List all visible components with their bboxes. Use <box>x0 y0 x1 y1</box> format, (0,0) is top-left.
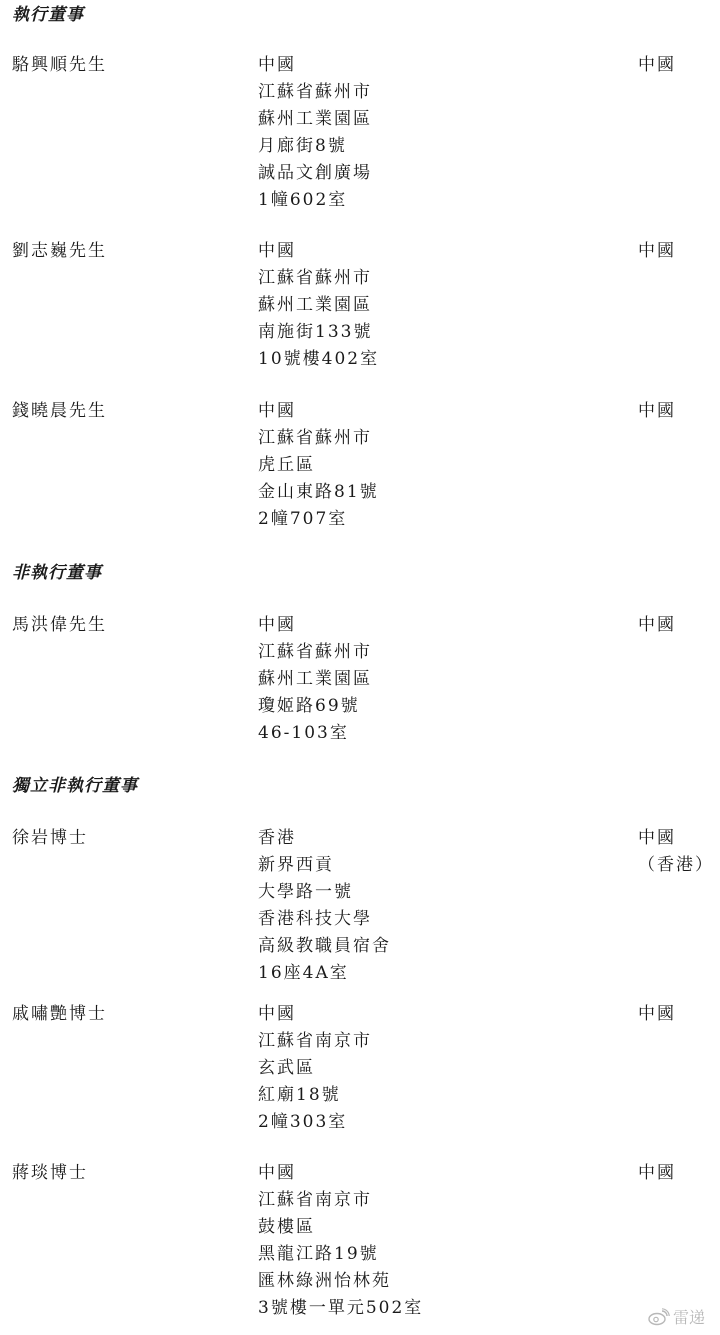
director-name: 劉志巍先生 <box>12 241 107 261</box>
address-line: 香港 <box>258 828 296 848</box>
address-line: 月廊街8號 <box>258 136 347 156</box>
address-line: 中國 <box>258 1163 296 1183</box>
director-nationality <box>638 52 676 79</box>
address-line: 2幢707室 <box>258 509 348 529</box>
address-line: 中國 <box>258 55 296 75</box>
director-nationality <box>638 1001 676 1028</box>
nationality-line: 中國 <box>638 828 676 848</box>
address-line: 蘇州工業園區 <box>258 295 372 315</box>
address-line: 10號樓402室 <box>258 349 380 369</box>
address-line: 江蘇省蘇州市 <box>258 428 372 448</box>
nationality-line: 中國 <box>638 241 676 261</box>
address-line: 新界西貢 <box>258 855 334 875</box>
address-line: 江蘇省蘇州市 <box>258 268 372 288</box>
nationality-line: （香港） <box>638 855 714 875</box>
address-line: 紅廟18號 <box>258 1085 341 1105</box>
address-line: 中國 <box>258 1004 296 1024</box>
watermark-text: 雷递 <box>673 1308 706 1327</box>
director-name: 徐岩博士 <box>12 828 88 848</box>
director-name: 馬洪偉先生 <box>12 615 107 635</box>
director-nationality <box>638 1160 676 1187</box>
address-line: 16座4A室 <box>258 963 349 983</box>
address-line: 金山東路81號 <box>258 482 379 502</box>
director-nationality <box>638 398 676 425</box>
director-nationality <box>638 825 714 879</box>
director-address <box>258 1160 423 1322</box>
address-line: 江蘇省蘇州市 <box>258 82 372 102</box>
address-line: 蘇州工業園區 <box>258 669 372 689</box>
director-address <box>258 1001 372 1136</box>
weibo-icon <box>648 1308 670 1326</box>
section-heading-executive-directors: 執行董事 <box>12 5 84 25</box>
address-line: 46-103室 <box>258 723 349 743</box>
director-name: 蔣琰博士 <box>12 1163 88 1183</box>
address-line: 江蘇省蘇州市 <box>258 642 372 662</box>
address-line: 3號樓一單元502室 <box>258 1298 424 1318</box>
director-nationality <box>638 238 676 265</box>
director-address <box>258 825 391 987</box>
address-line: 瓊姬路69號 <box>258 696 360 716</box>
address-line: 蘇州工業園區 <box>258 109 372 129</box>
address-line: 1幢602室 <box>258 190 348 210</box>
director-address <box>258 238 379 373</box>
section-heading-independent-non-executive-directors: 獨立非執行董事 <box>12 776 138 796</box>
director-name: 錢曉晨先生 <box>12 401 107 421</box>
director-name: 戚嘯艷博士 <box>12 1004 107 1024</box>
weibo-watermark <box>648 1305 705 1328</box>
address-line: 虎丘區 <box>258 455 315 475</box>
section-heading-non-executive-directors: 非執行董事 <box>12 563 102 583</box>
address-line: 匯林綠洲怡林苑 <box>258 1271 391 1291</box>
nationality-line: 中國 <box>638 1004 676 1024</box>
address-line: 江蘇省南京市 <box>258 1190 372 1210</box>
director-nationality <box>638 612 676 639</box>
nationality-line: 中國 <box>638 55 676 75</box>
address-line: 誠品文創廣場 <box>258 163 372 183</box>
address-line: 中國 <box>258 401 296 421</box>
address-line: 鼓樓區 <box>258 1217 315 1237</box>
nationality-line: 中國 <box>638 615 676 635</box>
address-line: 江蘇省南京市 <box>258 1031 372 1051</box>
address-line: 香港科技大學 <box>258 909 372 929</box>
address-line: 高級教職員宿舍 <box>258 936 391 956</box>
address-line: 玄武區 <box>258 1058 315 1078</box>
director-address <box>258 612 372 747</box>
address-line: 南施街133號 <box>258 322 373 342</box>
address-line: 2幢303室 <box>258 1112 348 1132</box>
director-name: 駱興順先生 <box>12 55 107 75</box>
address-line: 中國 <box>258 241 296 261</box>
address-line: 大學路一號 <box>258 882 353 902</box>
address-line: 中國 <box>258 615 296 635</box>
nationality-line: 中國 <box>638 401 676 421</box>
director-address <box>258 52 372 214</box>
nationality-line: 中國 <box>638 1163 676 1183</box>
address-line: 黑龍江路19號 <box>258 1244 379 1264</box>
director-address <box>258 398 379 533</box>
